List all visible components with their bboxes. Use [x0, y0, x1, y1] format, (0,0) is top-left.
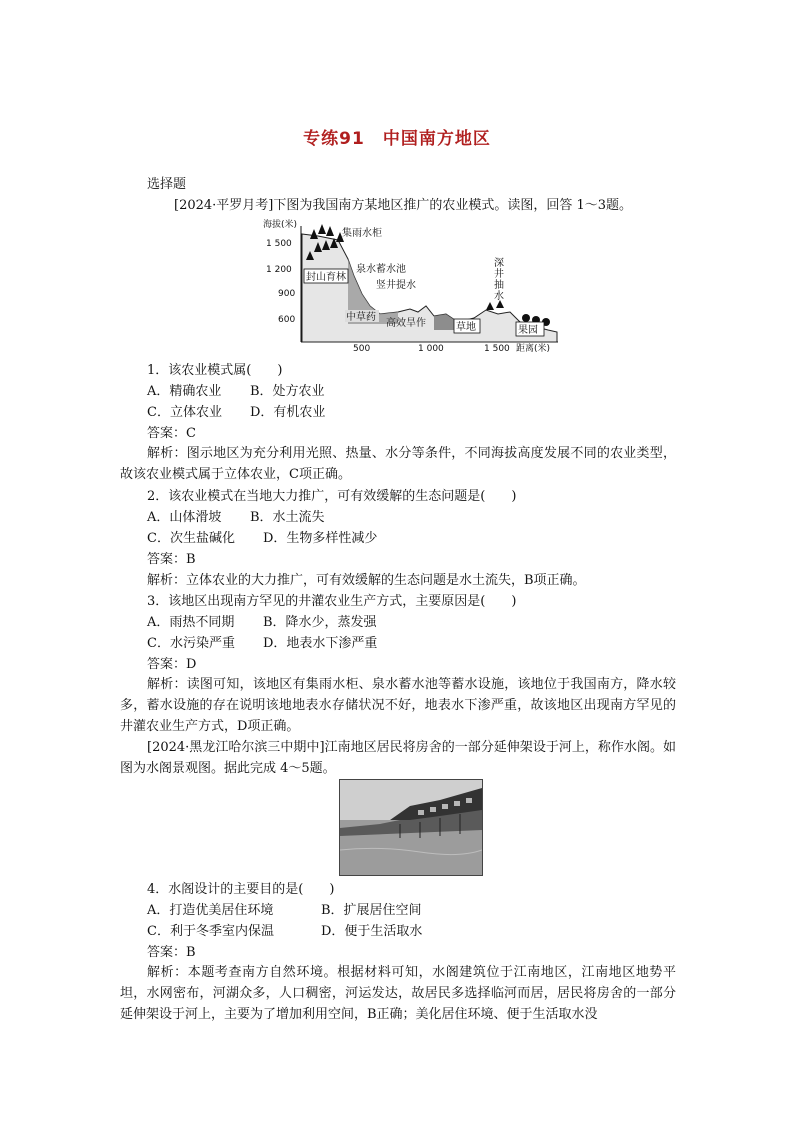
label-fengshan: 封山育林: [306, 272, 346, 283]
label-shenjing-2: 井: [494, 269, 504, 280]
q1-options-row1: [147, 384, 325, 400]
label-quanshui: 泉水蓄水池: [356, 264, 406, 275]
q1-options-row2: [147, 405, 325, 421]
q2-stem: 2．该农业模式在当地大力推广，可有效缓解的生态问题是( ): [147, 489, 517, 504]
q2-option-b: B．水土流失: [250, 510, 325, 525]
q1-option-d: D．有机农业: [250, 405, 326, 420]
q2-options-row1: [147, 510, 325, 526]
y-axis-label: 海拔(米): [263, 220, 298, 230]
y-tick: 600: [278, 315, 296, 325]
y-tick: 1 200: [266, 265, 292, 275]
intro-paragraph-1: [2024·平罗月考]下图为我国南方某地区推广的农业模式。读图，回答 1～3题。: [174, 198, 633, 213]
q3-option-b: B．降水少，蒸发强: [263, 615, 377, 630]
label-zhongcaoyao: 中草药: [346, 312, 376, 323]
q3-answer: 答案：D: [147, 657, 197, 672]
section-heading: 选择题: [147, 177, 187, 192]
x-tick: 500: [353, 344, 371, 354]
q3-option-a: A．雨热不同期: [147, 615, 235, 630]
q3-stem: 3．该地区出现南方罕见的井灌农业生产方式，主要原因是( ): [147, 594, 517, 609]
q1-stem: 1．该农业模式属( ): [147, 363, 283, 378]
q4-option-c: C．利于冬季室内保温: [147, 924, 274, 939]
q4-option-d: D．便于生活取水: [321, 924, 423, 939]
q2-option-a: A．山体滑坡: [147, 510, 222, 525]
label-jiyu: 集雨水柜: [342, 228, 382, 239]
label-shenjing-1: 深: [494, 258, 504, 269]
y-tick: 1 500: [266, 239, 292, 249]
q4-option-a: A．打造优美居住环境: [147, 903, 274, 918]
x-tick: 1 000: [418, 344, 444, 354]
label-caodi: 草地: [456, 322, 476, 333]
label-shenjing-3: 抽: [494, 280, 504, 291]
q3-options-row1: [147, 615, 377, 631]
q4-stem: 4．水阁设计的主要目的是( ): [147, 882, 335, 897]
q3-option-d: D．地表水下渗严重: [263, 636, 378, 651]
intro-paragraph-2: [2024·黑龙江哈尔滨三中期中]江南地区居民将房舍的一部分延伸架设于河上，称作水阁。如图为水阁景观图。据此完成 4～5题。: [120, 740, 676, 776]
agriculture-profile-figure: [258, 214, 570, 359]
page-title: 专练91 中国南方地区: [303, 129, 491, 149]
label-guoyuan: 果园: [518, 325, 538, 336]
q4-option-b: B．扩展居住空间: [321, 903, 422, 918]
q4-options-row1: [147, 903, 422, 919]
q1-option-a: A．精确农业: [147, 384, 222, 399]
label-shenjing-4: 水: [494, 291, 504, 302]
q2-answer: 答案：B: [147, 552, 196, 567]
q3-options-row2: [147, 636, 377, 652]
water-pavilion-photo: [339, 779, 483, 876]
q1-answer: 答案：C: [147, 426, 196, 441]
label-gaoxiao: 高效旱作: [386, 318, 426, 329]
q4-options-row2: [147, 924, 422, 940]
q1-option-c: C．立体农业: [147, 405, 222, 420]
x-tick: 1 500: [484, 344, 510, 354]
q1-analysis: 解析：图示地区为充分利用光照、热量、水分等条件，不同海拔高度发展不同的农业类型，故该农业模式属于立体农业，C项正确。: [120, 446, 676, 482]
q4-answer: 答案：B: [147, 945, 196, 960]
q3-analysis: 解析：读图可知，该地区有集雨水柜、泉水蓄水池等蓄水设施，该地位于我国南方，降水较多，蓄水设施的存在说明该地地表水存储状况不好，地表水下渗严重，故该地区出现南方罕见的井灌农业生产方式，D项正确。: [120, 677, 676, 734]
q3-option-c: C．水污染严重: [147, 636, 235, 651]
y-tick: 900: [278, 289, 296, 299]
q4-analysis: 解析：本题考查南方自然环境。根据材料可知，水阁建筑位于江南地区，江南地区地势平坦，水网密布，河湖众多，人口稠密，河运发达，故居民多选择临河而居，居民将房舍的一部分延伸架设于河上，主要为了增加利用空间，B正确；美化居住环境、便于生活取水没: [120, 965, 676, 1022]
q1-option-b: B．处方农业: [250, 384, 325, 399]
x-axis-label: 距离(米): [516, 344, 551, 354]
q2-analysis: 解析：立体农业的大力推广，可有效缓解的生态问题是水土流失，B项正确。: [147, 573, 586, 588]
q2-option-d: D．生物多样性减少: [263, 531, 378, 546]
q2-option-c: C．次生盐碱化: [147, 531, 235, 546]
label-shujing: 竖井提水: [376, 280, 416, 291]
q2-options-row2: [147, 531, 377, 547]
